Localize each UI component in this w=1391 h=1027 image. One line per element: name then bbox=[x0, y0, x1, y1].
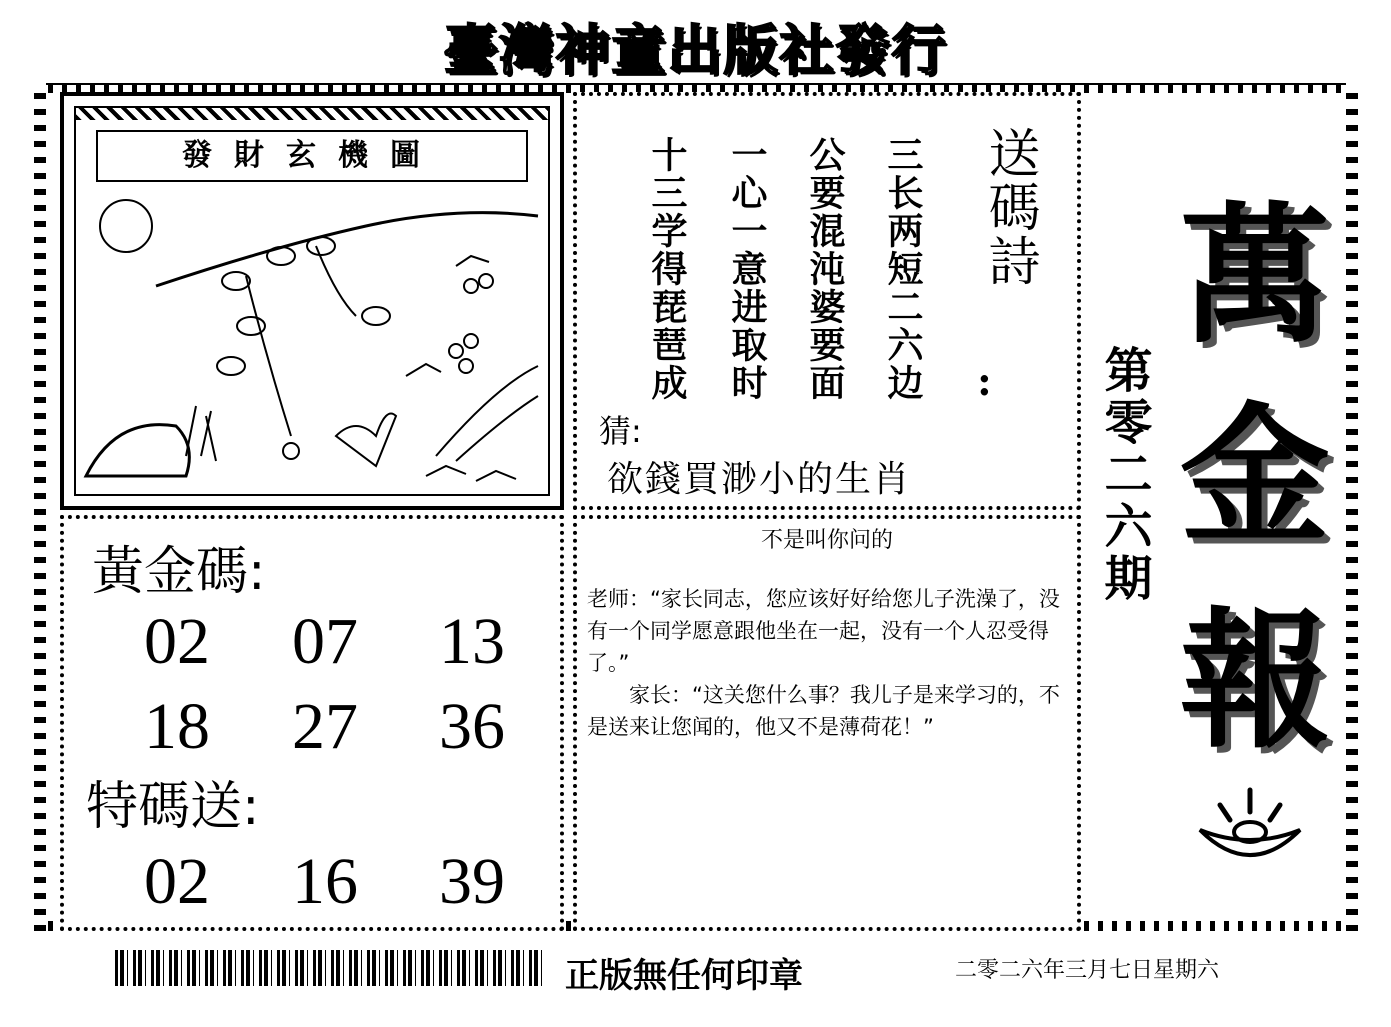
authenticity-note: 正版無任何印章 bbox=[565, 956, 803, 996]
publisher-header: 臺灣神童出版社發行 bbox=[443, 19, 948, 82]
frame-border-left bbox=[34, 83, 46, 931]
gold-number: 13 bbox=[439, 605, 505, 678]
issue-number: 第零二六期 bbox=[1096, 345, 1152, 605]
special-number: 16 bbox=[292, 845, 358, 918]
gold-number: 36 bbox=[439, 690, 505, 763]
poem-heading: 送碼詩 bbox=[979, 126, 1039, 288]
poem-line-3: 一心一意进取时 bbox=[726, 136, 767, 402]
story-paragraph-1: 老师：“家长同志，您应该好好给您儿子洗澡了，没有一个同学愿意跟他坐在一起，没有一个人忍受得了。” bbox=[587, 587, 1060, 675]
poem-line-4: 十三学得琵琶成 bbox=[646, 136, 687, 402]
gold-number: 02 bbox=[144, 605, 210, 678]
poem-panel bbox=[573, 92, 1081, 510]
poem-line-1: 三长两短二六边 bbox=[882, 136, 923, 402]
special-number: 02 bbox=[144, 845, 210, 918]
poem-line-2: 公要混沌婆要面 bbox=[804, 136, 845, 402]
frame-border-right bbox=[1346, 83, 1358, 931]
special-code-label: 特碼送: bbox=[86, 777, 260, 837]
gold-number: 18 bbox=[144, 690, 210, 763]
codes-panel bbox=[60, 515, 564, 931]
story-panel bbox=[573, 515, 1081, 931]
brand-char: 萬 bbox=[1179, 188, 1330, 364]
brand-char: 金 bbox=[1179, 388, 1330, 564]
gold-number: 27 bbox=[292, 690, 358, 763]
issue-date: 二零二六年三月七日星期六 bbox=[955, 958, 1220, 983]
scene-panel bbox=[60, 92, 564, 510]
special-number: 39 bbox=[439, 845, 505, 918]
gold-number: 07 bbox=[292, 605, 358, 678]
guess-text: 欲錢買渺小的生肖 bbox=[607, 459, 912, 500]
story-paragraph-2: 家长：“这关您什么事？我儿子是来学习的，不是送来让您闻的，他又不是薄荷花！” bbox=[587, 683, 1060, 739]
poem-heading-colon: : bbox=[977, 358, 992, 405]
scene-title: 發財玄機圖 bbox=[96, 130, 528, 182]
scene-illustration bbox=[76, 186, 548, 486]
story-title: 不是叫你问的 bbox=[760, 528, 893, 553]
gold-code-label: 黃金碼: bbox=[92, 542, 266, 602]
scene-frame bbox=[74, 106, 550, 496]
brand-char: 報 bbox=[1179, 593, 1330, 769]
barcode bbox=[115, 950, 545, 986]
scene-pattern-top bbox=[76, 108, 548, 120]
guess-label: 猜: bbox=[599, 412, 642, 450]
gold-ingot-icon bbox=[1190, 780, 1310, 880]
